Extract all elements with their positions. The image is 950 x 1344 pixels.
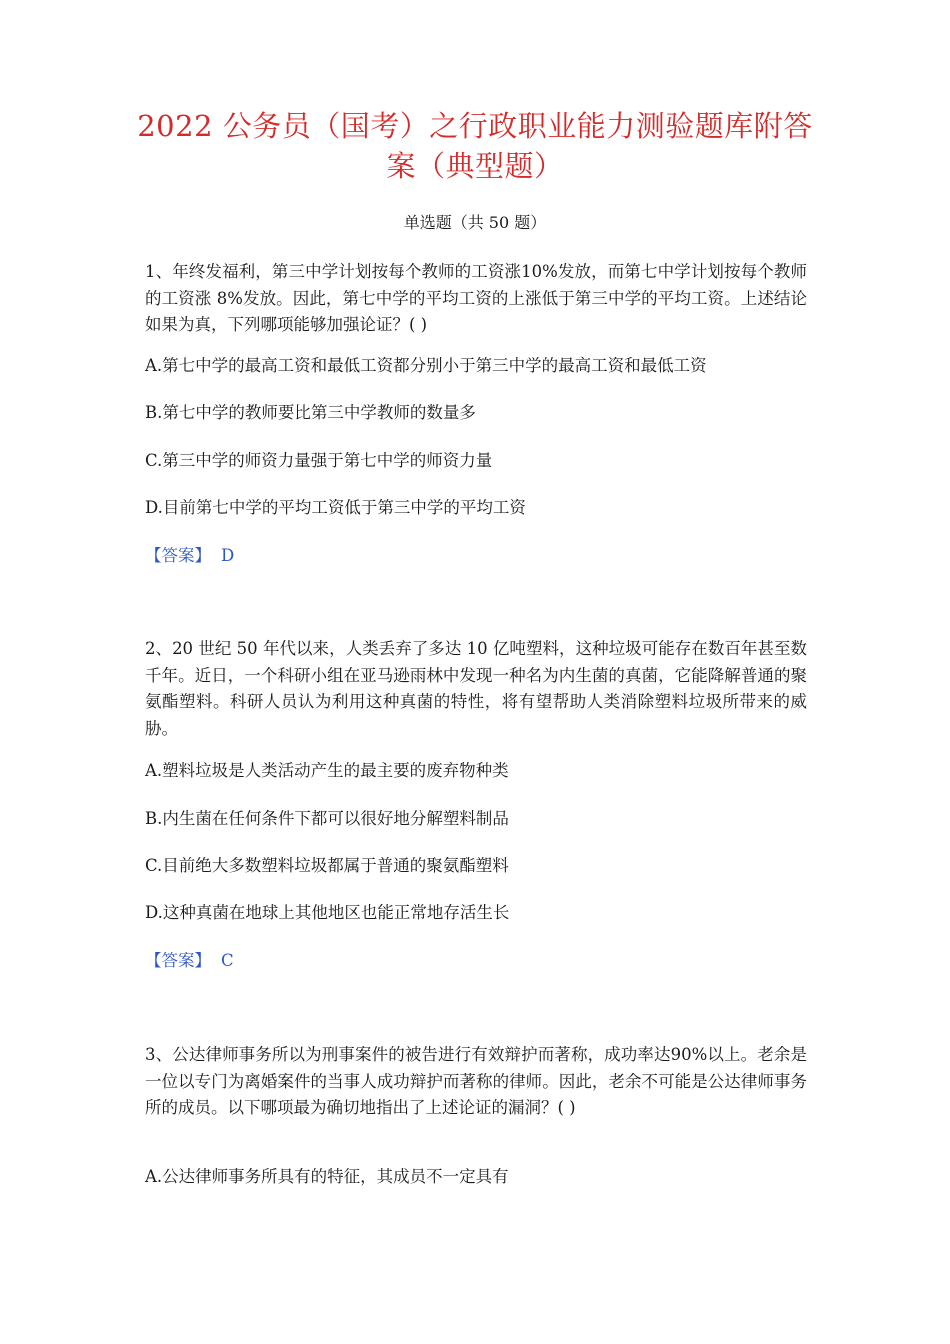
- answer-label: 【答案】: [145, 951, 211, 970]
- question-1-stem: 1、年终发福利，第三中学计划按每个教师的工资涨10%发放，而第七中学计划按每个教师的工资涨 8%发放。因此，第七中学的平均工资的上涨低于第三中学的平均工资。上述结论如果为真，下列哪项能够加强论证？( ): [145, 262, 807, 334]
- document-title: [130, 106, 820, 186]
- answer-label: 【答案】: [145, 546, 211, 565]
- question-1-option-c: C.第三中学的师资力量强于第七中学的师资力量: [145, 451, 493, 470]
- section-heading: 单选题（共 50 题）: [403, 213, 547, 232]
- question-1-answer: [145, 543, 807, 570]
- question-2-option-a: A.塑料垃圾是人类活动产生的最主要的废弃物种类: [145, 761, 509, 780]
- question-1-option-a: A.第七中学的最高工资和最低工资都分别小于第三中学的最高工资和最低工资: [145, 356, 707, 375]
- title-line-1: 2022 公务员（国考）之行政职业能力测验题库附答: [137, 109, 813, 143]
- question-2-option-b: B.内生菌在任何条件下都可以很好地分解塑料制品: [145, 809, 509, 828]
- question-2-stem: 2、20 世纪 50 年代以来，人类丢弃了多达 10 亿吨塑料，这种垃圾可能存在数百年甚至数千年。近日，一个科研小组在亚马逊雨林中发现一种名为内生菌的真菌，它能降解普通的聚氨酯塑料。科研人员认为利用这种真菌的特性，将有望帮助人类消除塑料垃圾所带来的威胁。: [145, 639, 807, 738]
- question-2-option-d: D.这种真菌在地球上其他地区也能正常地存活生长: [145, 903, 510, 922]
- answer-value: C: [221, 951, 234, 970]
- title-line-2: 案（典型题）: [386, 149, 564, 183]
- question-1-option-d: D.目前第七中学的平均工资低于第三中学的平均工资: [145, 498, 526, 517]
- question-2-answer: [145, 948, 807, 975]
- question-1-option-b: B.第七中学的教师要比第三中学教师的数量多: [145, 403, 476, 422]
- answer-value: D: [221, 546, 235, 565]
- question-2-option-c: C.目前绝大多数塑料垃圾都属于普通的聚氨酯塑料: [145, 856, 509, 875]
- question-3-stem: 3、公达律师事务所以为刑事案件的被告进行有效辩护而著称，成功率达90%以上。老余是一位以专门为离婚案件的当事人成功辩护而著称的律师。因此，老余不可能是公达律师事务所的成员。以下哪项最为确切地指出了上述论证的漏洞？( ): [145, 1045, 807, 1117]
- question-3-option-a: A.公达律师事务所具有的特征，其成员不一定具有: [145, 1167, 509, 1186]
